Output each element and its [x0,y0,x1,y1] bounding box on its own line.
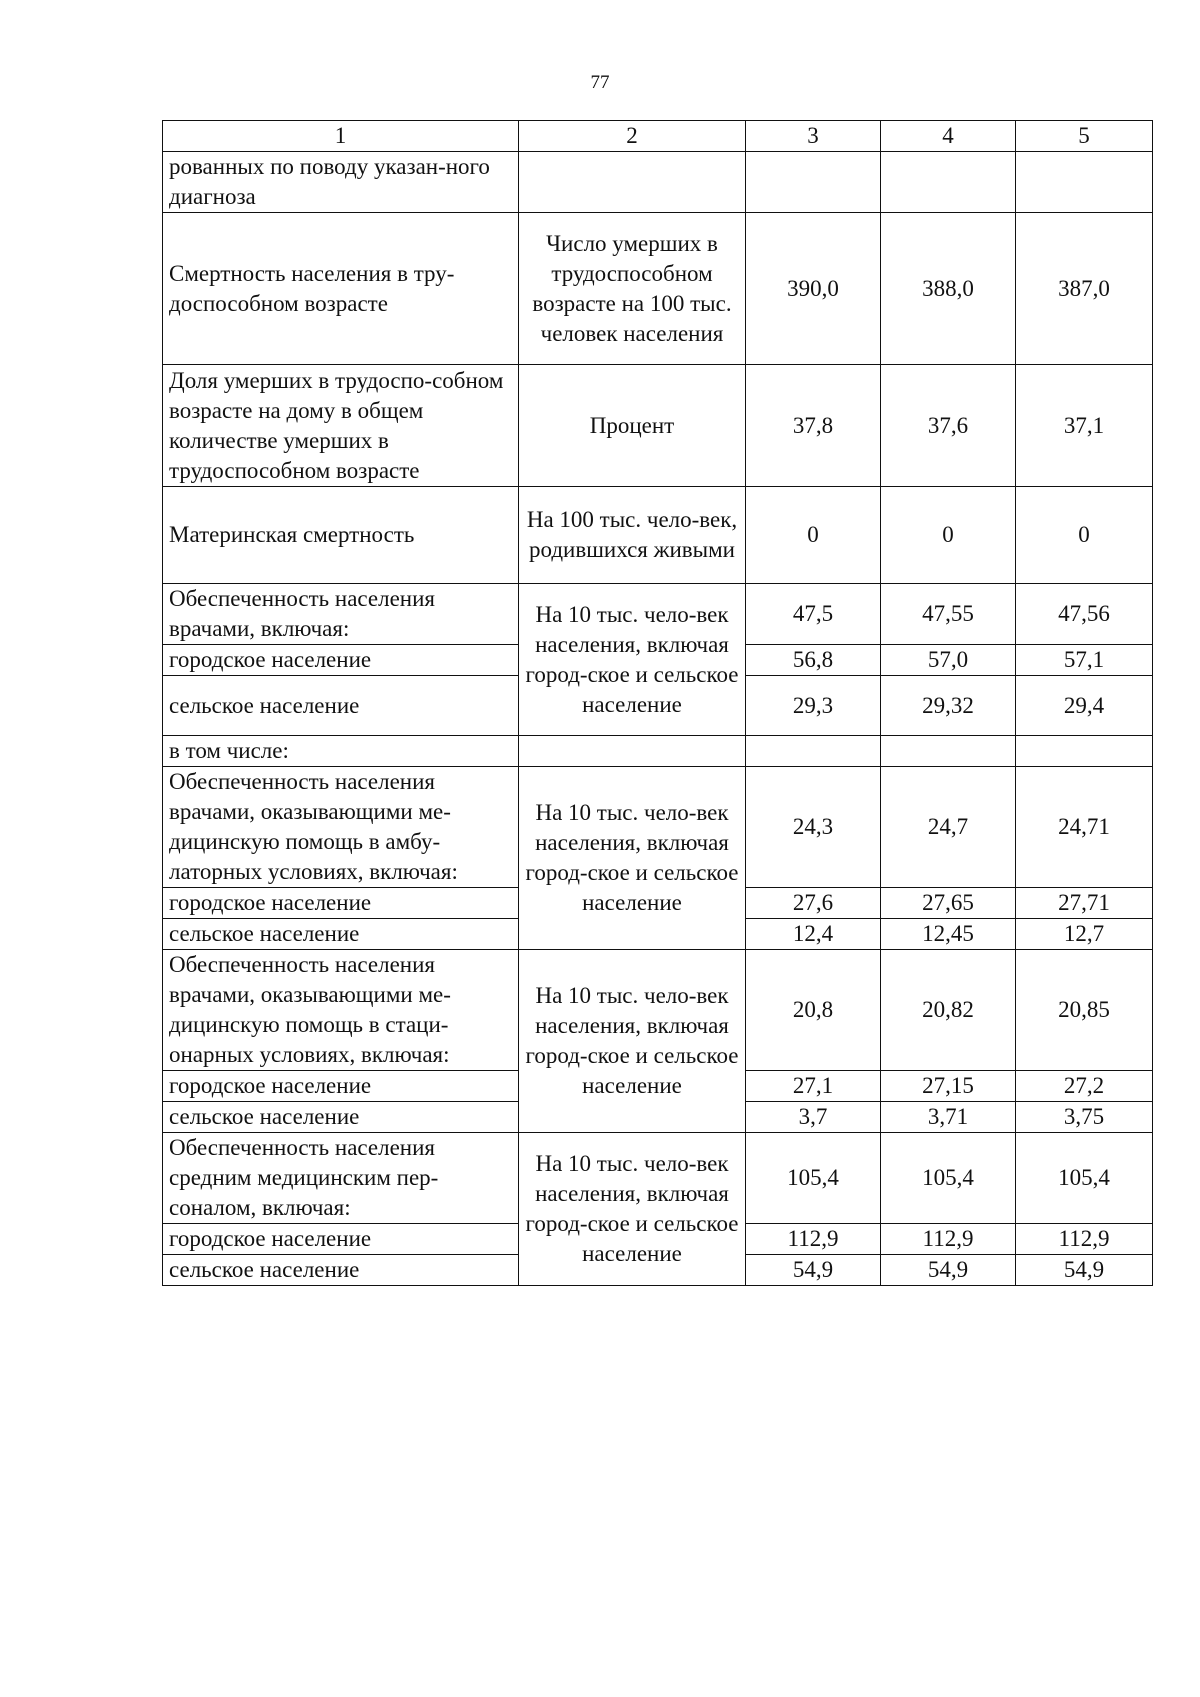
value-cell: 3,7 [746,1102,881,1133]
table-row [163,736,1153,767]
value-cell: 54,9 [746,1255,881,1286]
value-cell [1016,736,1153,767]
table-row [163,950,1153,1071]
value-cell: 388,0 [881,213,1016,365]
indicator-name: Обеспеченность населения врачами, включая: [163,584,519,645]
indicator-name: Обеспеченность населения врачами, оказывающими ме-дицинскую помощь в стаци-онарных условиях, включая: [163,950,519,1071]
value-cell: 27,71 [1016,888,1153,919]
table-row [163,767,1153,888]
value-cell: 387,0 [1016,213,1153,365]
value-cell: 29,3 [746,676,881,736]
value-cell [881,736,1016,767]
table-header-row [163,121,1153,152]
indicator-name: городское население [163,645,519,676]
indicator-name: сельское население [163,676,519,736]
table-row [163,584,1153,645]
value-cell: 29,32 [881,676,1016,736]
indicator-name: Обеспеченность населения врачами, оказывающими ме-дицинскую помощь в амбу-латорных условиях, включая: [163,767,519,888]
page-number: 77 [590,72,610,93]
value-cell: 105,4 [1016,1133,1153,1224]
indicator-name: Обеспеченность населения средним медицинским пер-соналом, включая: [163,1133,519,1224]
value-cell: 47,56 [1016,584,1153,645]
unit-cell: На 10 тыс. чело-век населения, включая город-ское и сельское население [519,950,746,1133]
unit-cell: На 100 тыс. чело-век, родившихся живыми [519,487,746,584]
value-cell: 20,82 [881,950,1016,1071]
value-cell: 0 [881,487,1016,584]
value-cell: 56,8 [746,645,881,676]
header-cell: 1 [163,121,519,152]
value-cell: 37,8 [746,365,881,487]
value-cell: 112,9 [746,1224,881,1255]
indicator-name: в том числе: [163,736,519,767]
value-cell: 54,9 [881,1255,1016,1286]
indicator-name: Смертность населения в тру-доспособном возрасте [163,213,519,365]
unit-cell: На 10 тыс. чело-век населения, включая город-ское и сельское население [519,767,746,950]
value-cell: 0 [746,487,881,584]
table-row [163,487,1153,584]
value-cell [1016,152,1153,213]
indicator-name: Доля умерших в трудоспо-собном возрасте на дому в общем количестве умерших в трудоспособном возрасте [163,365,519,487]
value-cell: 57,1 [1016,645,1153,676]
value-cell: 27,65 [881,888,1016,919]
indicator-name: Материнская смертность [163,487,519,584]
value-cell: 37,1 [1016,365,1153,487]
value-cell: 105,4 [746,1133,881,1224]
table-row [163,152,1153,213]
value-cell: 20,85 [1016,950,1153,1071]
value-cell: 105,4 [881,1133,1016,1224]
value-cell: 390,0 [746,213,881,365]
value-cell: 3,71 [881,1102,1016,1133]
unit-cell: Число умерших в трудоспособном возрасте на 100 тыс. человек населения [519,213,746,365]
table-row [163,1133,1153,1224]
indicator-name: сельское население [163,1102,519,1133]
indicator-name: сельское население [163,1255,519,1286]
indicator-name: рованных по поводу указан-ного диагноза [163,152,519,213]
value-cell: 37,6 [881,365,1016,487]
header-cell: 4 [881,121,1016,152]
unit-cell [519,736,746,767]
indicators-table [162,120,1153,1286]
unit-cell: На 10 тыс. чело-век населения, включая город-ское и сельское население [519,1133,746,1286]
value-cell: 24,3 [746,767,881,888]
value-cell: 112,9 [1016,1224,1153,1255]
header-cell: 3 [746,121,881,152]
value-cell: 47,55 [881,584,1016,645]
value-cell: 0 [1016,487,1153,584]
value-cell: 57,0 [881,645,1016,676]
indicator-name: городское население [163,1071,519,1102]
value-cell: 27,1 [746,1071,881,1102]
value-cell: 24,71 [1016,767,1153,888]
value-cell: 47,5 [746,584,881,645]
indicator-name: городское население [163,1224,519,1255]
value-cell [746,736,881,767]
value-cell: 27,2 [1016,1071,1153,1102]
unit-cell [519,152,746,213]
value-cell: 3,75 [1016,1102,1153,1133]
value-cell: 24,7 [881,767,1016,888]
unit-cell: Процент [519,365,746,487]
value-cell: 12,45 [881,919,1016,950]
value-cell: 12,4 [746,919,881,950]
header-cell: 2 [519,121,746,152]
value-cell: 12,7 [1016,919,1153,950]
value-cell: 27,15 [881,1071,1016,1102]
unit-cell: На 10 тыс. чело-век населения, включая город-ское и сельское население [519,584,746,736]
header-cell: 5 [1016,121,1153,152]
value-cell: 54,9 [1016,1255,1153,1286]
value-cell: 112,9 [881,1224,1016,1255]
table-row [163,213,1153,365]
value-cell: 20,8 [746,950,881,1071]
value-cell [881,152,1016,213]
table-row [163,365,1153,487]
indicator-name: сельское население [163,919,519,950]
value-cell: 29,4 [1016,676,1153,736]
value-cell: 27,6 [746,888,881,919]
value-cell [746,152,881,213]
indicator-name: городское население [163,888,519,919]
